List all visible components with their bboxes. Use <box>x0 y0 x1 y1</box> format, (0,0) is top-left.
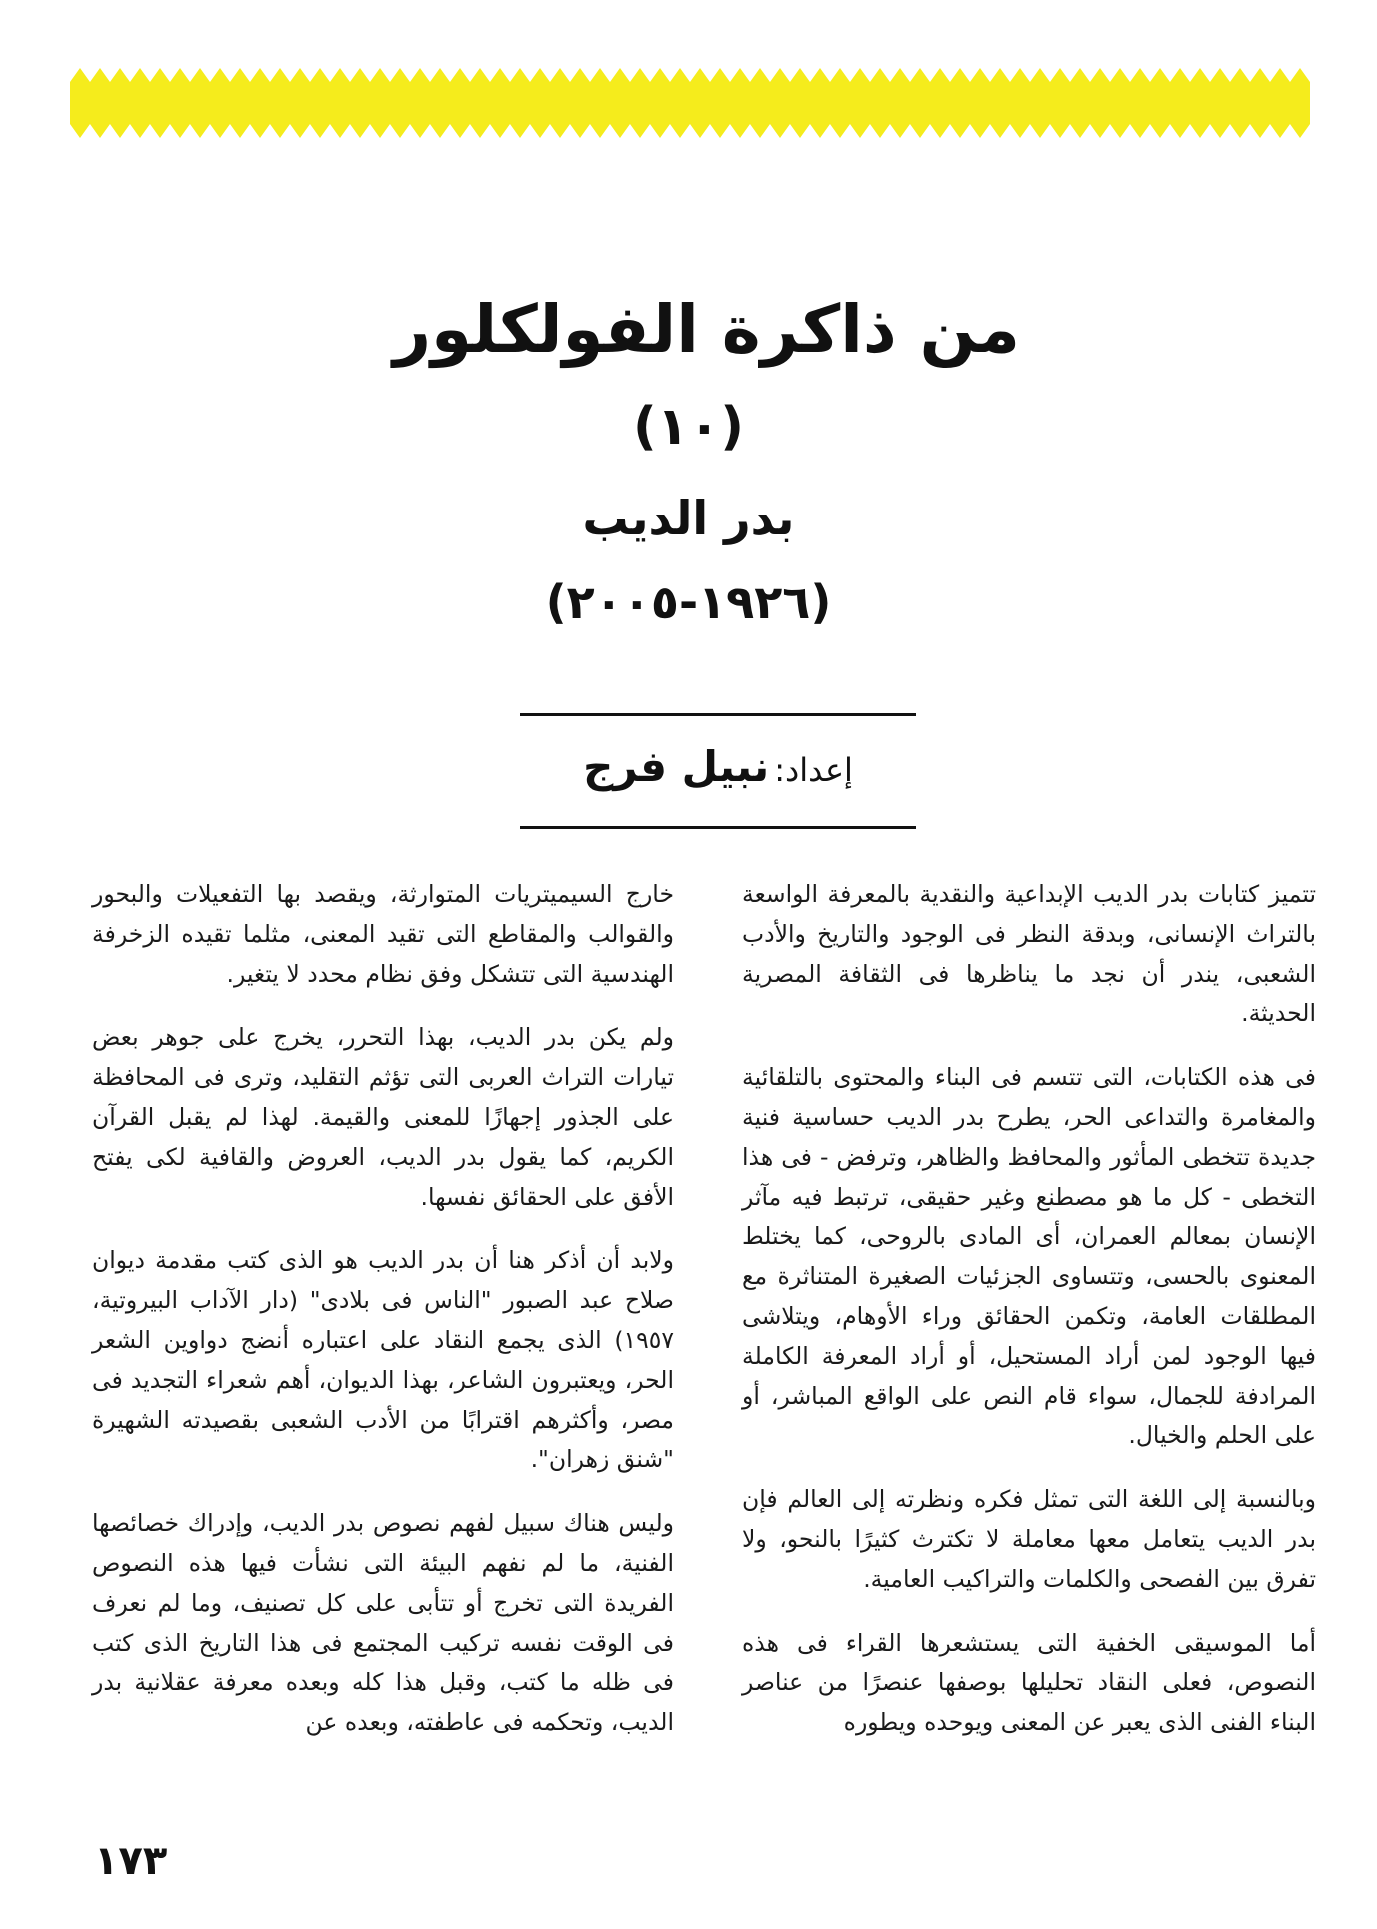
paragraph: خارج السيميتريات المتوارثة، ويقصد بها التفعيلات والبحور والقوالب والمقاطع التى تقيد المعنى، مثلما تقيده الزخرفة الهندسية التى تتشكل وفق نظام محدد لا يتغير. <box>92 880 674 988</box>
paragraph: ولم يكن بدر الديب، بهذا التحرر، يخرج على جوهر بعض تيارات التراث العربى التى تؤثم التقليد، وترى فى المحافظة على الجذور إجهازًا للمعنى والقيمة. لهذا لم يقبل القرآن الكريم، كما يقول بدر الديب، العروض والقافية لكى يفتح الأفق على الحقائق نفسها. <box>92 1023 674 1211</box>
paragraph: وليس هناك سبيل لفهم نصوص بدر الديب، وإدراك خصائصها الفنية، ما لم نفهم البيئة التى نشأت فيها هذه النصوص الفريدة التى تخرج أو تتأبى على كل تصنيف، وما لم نعرف فى الوقت نفسه تركيب المجتمع فى هذا التاريخ الذى كتب فى ظله ما كتب، وقبل هذا كله وبعده معرفة عقلانية بدر الديب، وتحكمه فى عاطفته، وبعده عن <box>92 1509 674 1737</box>
author-label: إعداد: <box>774 751 853 789</box>
issue-number: (١٠) <box>632 397 744 457</box>
zigzag-shape <box>70 68 1310 138</box>
subject-years: (١٩٢٦-٢٠٠٥) <box>545 575 832 629</box>
page-title: من ذاكرة الفولكلور <box>393 291 1020 368</box>
decorative-zigzag-band <box>70 68 1310 138</box>
divider-top <box>520 713 916 716</box>
paragraph: تتميز كتابات بدر الديب الإبداعية والنقدية بالمعرفة الواسعة بالتراث الإنسانى، وبدقة النظر فى الوجود والتاريخ والأدب الشعبى، يندر أن نجد ما يناظرها فى الثقافة المصرية الحديثة. <box>742 880 1316 1028</box>
subject-name: بدر الديب <box>582 491 795 545</box>
paragraph: فى هذه الكتابات، التى تتسم فى البناء والمحتوى بالتلقائية والمغامرة والتداعى الحر، يطرح بدر الديب حساسية فنية جديدة تتخطى المأثور والمحافظ والظاهر، وترفض - فى هذا التخطى - كل ما هو مصطنع وغير حقيقى، ترتبط فيه مآثر الإنسان بمعالم العمران، أى المادى بالروحى، كما يختلط المعنوى بالحسى، وتتساوى الجزئيات الصغيرة المتناثرة مع المطلقات العامة، وتكمن الحقائق وراء الأوهام، ويتلاشى فيها الوجود لمن أراد المستحيل، أو أراد المعرفة الكاملة المرادفة للجمال، سواء قام النص على الواقع المباشر، أو على الحلم والخيال. <box>742 1063 1316 1450</box>
paragraph: ولابد أن أذكر هنا أن بدر الديب هو الذى كتب مقدمة ديوان صلاح عبد الصبور "الناس فى بلادى" (دار الآداب البيروتية، ١٩٥٧) الذى يجمع النقاد على اعتباره أنضج دواوين الشعر الحر، ويعتبرون الشاعر، بهذا الديوان، أهم شعراء التجديد فى مصر، وأكثرهم اقترابًا من الأدب الشعبى بقصيدته الشهيرة "شنق زهران". <box>92 1246 674 1474</box>
title-block <box>0 280 1377 642</box>
article-column-right <box>742 875 1316 1767</box>
divider-bottom <box>520 826 916 829</box>
article-column-left <box>92 875 674 1767</box>
author-line <box>520 737 916 806</box>
paragraph: وبالنسبة إلى اللغة التى تمثل فكره ونظرته إلى العالم فإن بدر الديب يتعامل معها معاملة لا تكترث كثيرًا بالنحو، ولا تفرق بين الفصحى والكلمات والتراكيب العامية. <box>742 1485 1316 1593</box>
page-number: ١٧٣ <box>94 1838 168 1884</box>
author-name: نبيل فرج <box>583 742 770 791</box>
paragraph: أما الموسيقى الخفية التى يستشعرها القراء فى هذه النصوص، فعلى النقاد تحليلها بوصفها عنصرًا من عناصر البناء الفنى الذى يعبر عن المعنى ويوحده ويطوره <box>742 1628 1316 1737</box>
